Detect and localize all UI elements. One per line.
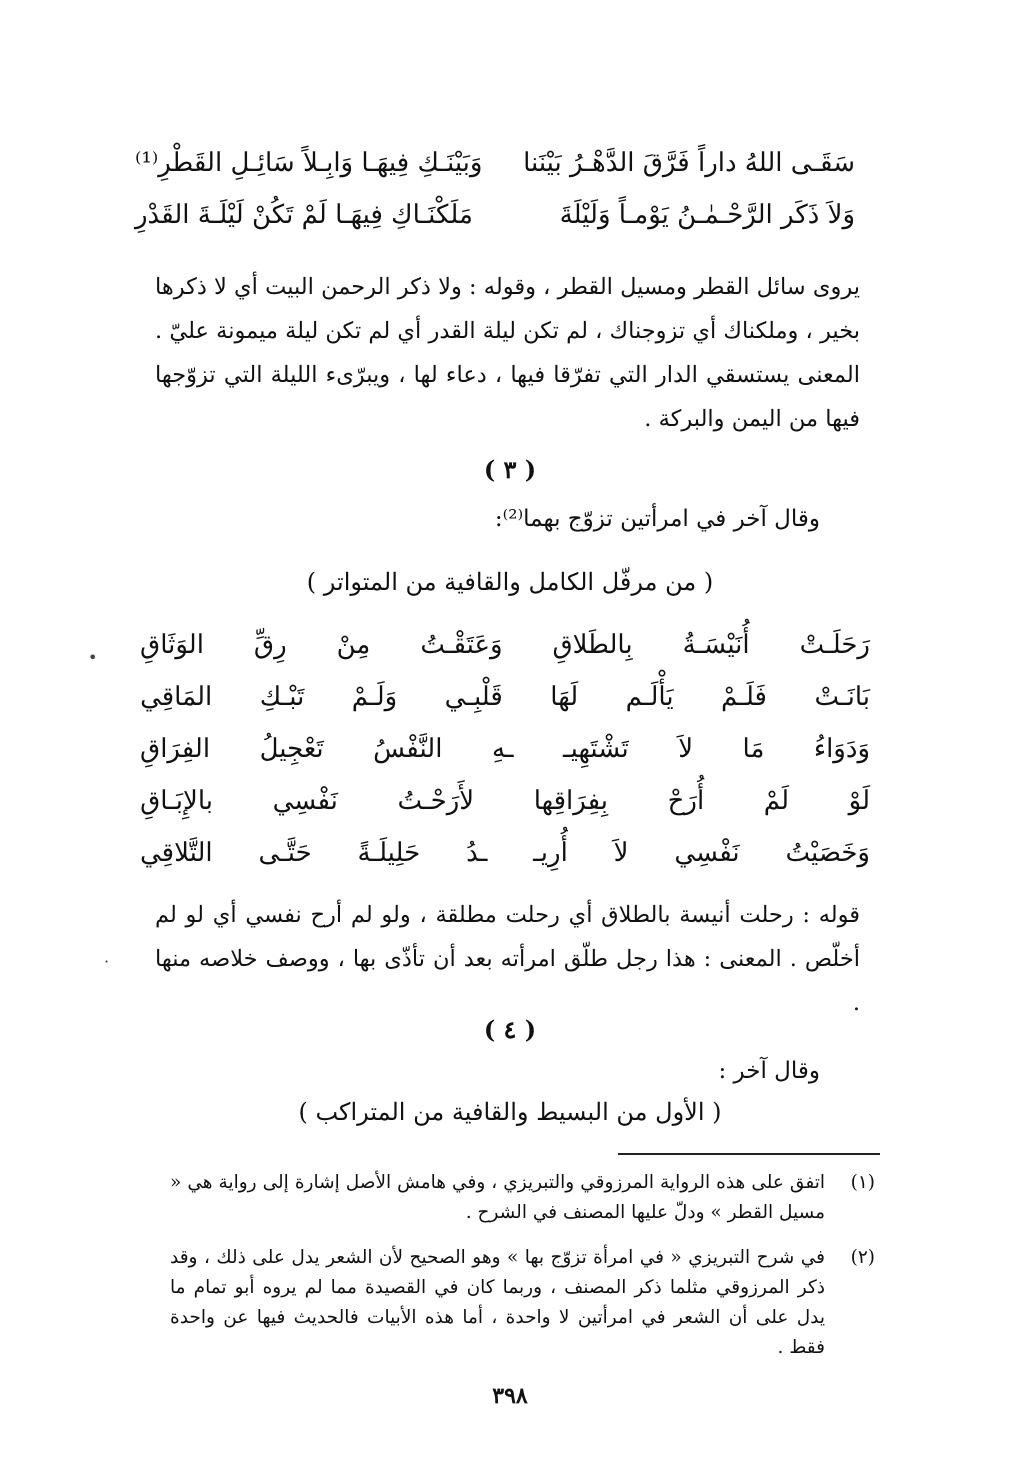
poem-word: وَلَـمْ bbox=[351, 682, 398, 712]
footnote-2 bbox=[170, 1243, 875, 1363]
poem-word: تَعْجِيلُ bbox=[259, 734, 324, 764]
scan-mark: · bbox=[104, 952, 110, 971]
poem-word: نَفْسِي bbox=[674, 838, 740, 868]
poem-word: فَلَـمْ bbox=[721, 682, 767, 712]
verse-hemistich-first: سَقَـى اللهُ داراً فَرَّقَ الدَّهْـرُ بَيْنَنا bbox=[523, 148, 855, 178]
poem-word: مِنْ bbox=[336, 630, 371, 660]
poem-word: يَأْلَـم bbox=[625, 682, 674, 712]
page-number: ٣٩٨ bbox=[492, 1383, 528, 1409]
section-4-intro: وقال آخر : bbox=[718, 1058, 820, 1084]
poem-word: ـهِ bbox=[491, 734, 514, 764]
poem-word: وَدَوَاءُ bbox=[813, 734, 870, 764]
poem-word: أُرَحْ bbox=[667, 786, 705, 816]
poem-word: ـدُ bbox=[466, 838, 488, 868]
poem-word: لاَ bbox=[613, 838, 629, 868]
footnote-separator bbox=[618, 1153, 880, 1155]
footnote-text: اتفق على هذه الرواية المرزوقي والتبريزي ، وفي هامش الأصل إشارة إلى رواية هي « مسيل القطر » ودلّ عليها المصنف في الشرح . bbox=[170, 1172, 825, 1223]
verse-hemistich-second: مَلَكْنَـاكِ فِيهَـا لَمْ تَكُنْ لَيْلَـةَ القَدْرِ bbox=[135, 200, 473, 230]
section-number-4: ( ٤ ) bbox=[483, 1015, 537, 1044]
poem-word: لأَرَحْـتُ bbox=[397, 786, 475, 816]
section-3-commentary: قوله : رحلت أنيسة بالطلاق أي رحلت مطلقة ، ولو لم أرح نفسي أي لو لم أخلّص . المعنى : هذا رجل طلّق امرأته بعد أن تأذّى بها ، ووصف خلاصه منها . bbox=[155, 902, 860, 1016]
poem-word: المَاقِي bbox=[140, 682, 213, 712]
poem-word: التَّلاقِي bbox=[140, 838, 213, 868]
poem-word: نَفْسِي bbox=[272, 786, 338, 816]
footnote-marker: (٢) bbox=[850, 1247, 875, 1268]
poem-word: وَخَصَيْتُ bbox=[785, 838, 870, 868]
poem-line-5 bbox=[140, 838, 870, 890]
section-3-intro: وقال آخر في امرأتين تزوّج بهما⁽²⁾: bbox=[494, 506, 820, 532]
poem-word: بَانَـتْ bbox=[814, 682, 870, 712]
verse-hemistich-first: وَلاَ ذَكَر الرَّحْـمٰـنُ يَوْمـاً وَلَيْلَةَ bbox=[559, 200, 855, 230]
verse-line-1 bbox=[135, 148, 855, 192]
poem-line-3 bbox=[140, 734, 870, 786]
poem-word: بِفِرَاقِها bbox=[533, 786, 609, 816]
verse-line-2 bbox=[135, 200, 855, 244]
commentary-paragraph-1: يروى سائل القطر ومسيل القطر ، وقوله : ولا ذكر الرحمن البيت أي لا ذكرها بخير ، وملكناك أي تزوجناك ، لم تكن ليلة القدر أي لم تكن ليلة ميمونة عليّ . المعنى يستسقي الدار التي تفرّقا فيها ، دعاء لها ، ويبرّىء الليلة التي تزوّجها فيها من اليمن والبركة . bbox=[155, 274, 860, 432]
poem-word: مَا bbox=[742, 734, 765, 764]
poem-word: قَلْبِـي bbox=[444, 682, 503, 712]
poem-word: لَهَا bbox=[550, 682, 579, 712]
section-4-meter: ( الأول من البسيط والقافية من المتراكب ) bbox=[298, 1098, 722, 1126]
poem-word: بِالطَلاقِ bbox=[552, 630, 633, 660]
poem-word: رَحَلَـتْ bbox=[799, 630, 870, 660]
poem-word: أُرِيـ bbox=[533, 838, 568, 868]
section-number-3: ( ٣ ) bbox=[483, 455, 537, 484]
poem-word: لاَ bbox=[678, 734, 694, 764]
poem-word: حَتَّـى bbox=[258, 838, 312, 868]
poem-word: النَّفْسُ bbox=[373, 734, 443, 764]
footnote-marker: (١) bbox=[850, 1172, 875, 1193]
footnote-1 bbox=[170, 1168, 875, 1228]
poem-word: تَبْـكِ bbox=[259, 682, 305, 712]
poem-word: لَمْ bbox=[763, 786, 790, 816]
poem-word: أُنَيْسَـةُ bbox=[682, 630, 750, 660]
poem-word: رِقِّ bbox=[253, 630, 287, 660]
poem-line-1 bbox=[140, 630, 870, 682]
poem-line-4 bbox=[140, 786, 870, 838]
poem-word: تَشْتَهِيـ bbox=[562, 734, 629, 764]
poem-word: حَلِيلَـةً bbox=[357, 838, 421, 868]
section-3-meter: ( من مرفّل الكامل والقافية من المتواتر ) bbox=[306, 568, 714, 596]
poem-word: الفِرَاقِ bbox=[140, 734, 211, 764]
poem-line-2 bbox=[140, 682, 870, 734]
scan-mark: • bbox=[88, 648, 98, 667]
poem-word: الوَثَاقِ bbox=[140, 630, 204, 660]
footnote-text: في شرح التبريزي « في امرأة تزوّج بها » وهو الصحيح لأن الشعر يدل على ذلك ، وقد ذكر المرزوقي مثلما ذكر المصنف ، وربما كان في القصيدة مما لم يروه أبو تمام ما يدل على أن الشعر في امرأتين لا واحدة ، أما هذه الأبيات فالحديث فيها عن واحدة فقط . bbox=[170, 1247, 825, 1358]
poem-word: بالإِبَـاقِ bbox=[140, 786, 214, 816]
poem-word: وَعَتَقْـتُ bbox=[420, 630, 503, 660]
verse-hemistich-second: وَبَيْنَـكِ فِيهَـا وَابِـلاً سَائِـلِ القَطْرِ⁽¹⁾ bbox=[135, 148, 483, 178]
poem-word: لَوْ bbox=[848, 786, 870, 816]
